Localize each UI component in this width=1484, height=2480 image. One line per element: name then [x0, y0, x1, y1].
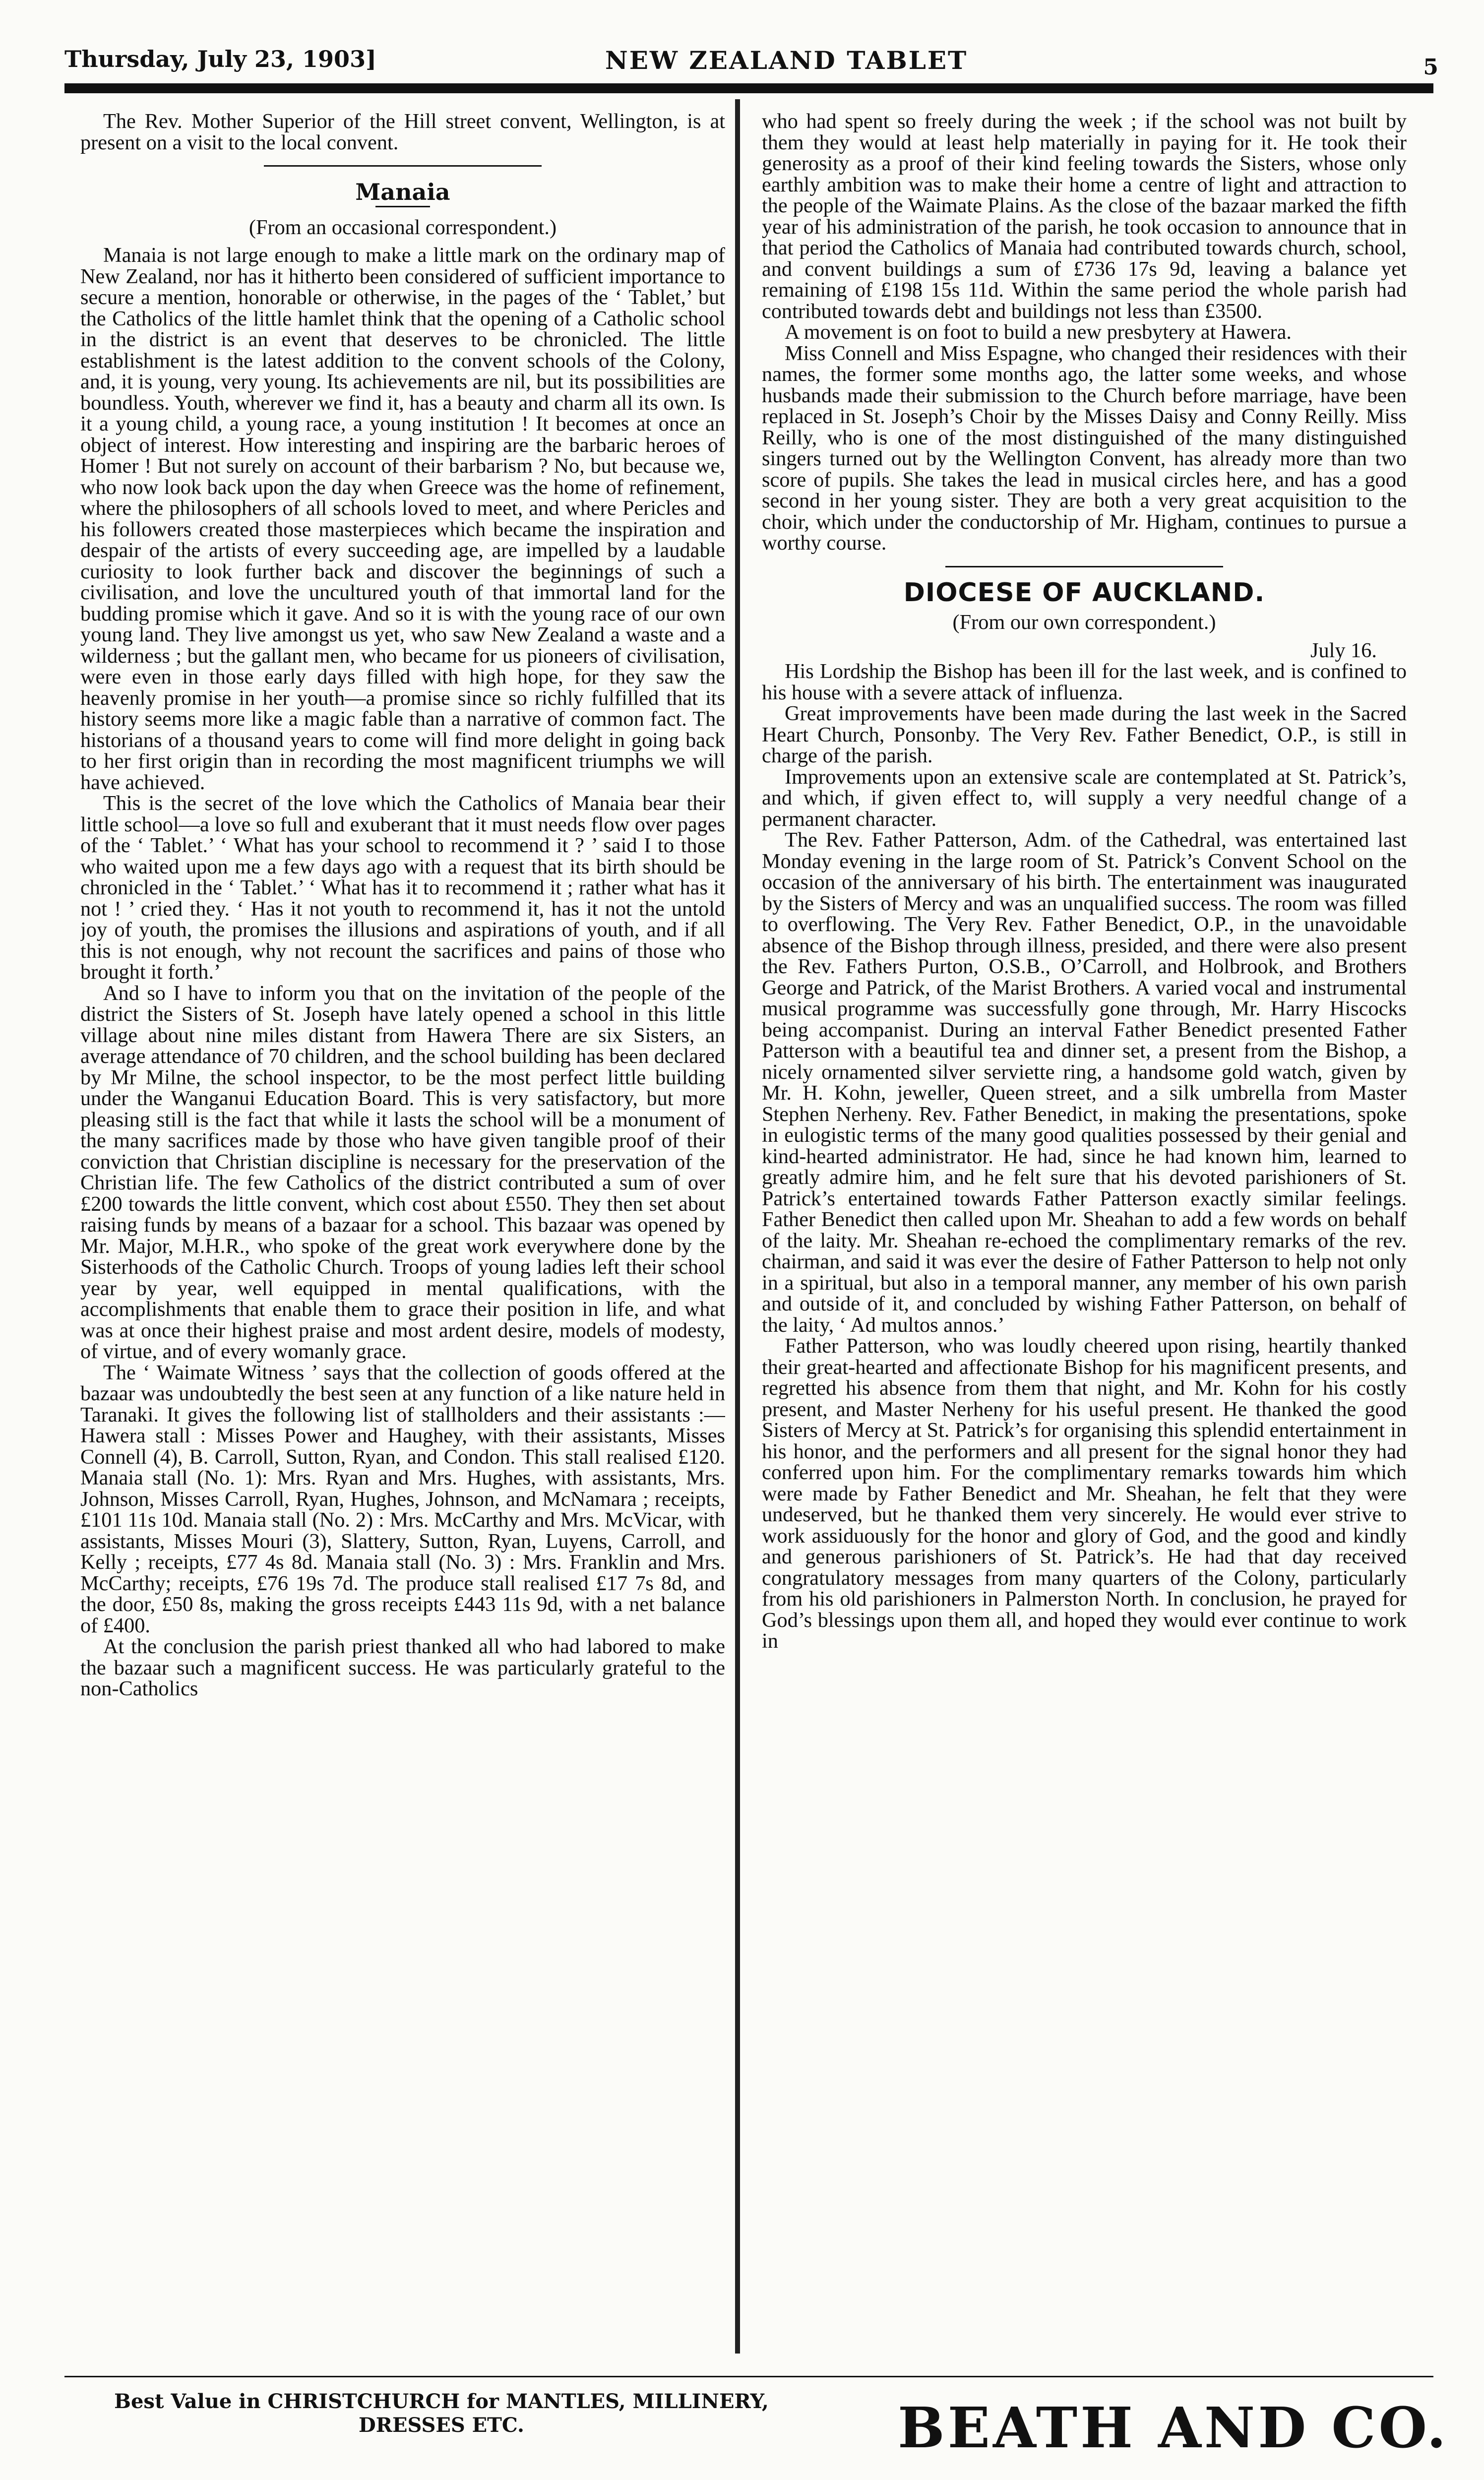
page-number: 5: [1423, 55, 1438, 80]
article-paragraph: A movement is on foot to build a new presbytery at Hawera.: [785, 320, 1292, 344]
manaia-byline: (From an occasional correspondent.): [248, 215, 557, 239]
article-continuation: who had spent so freely during the week ; if the school was not built by them they would at least help materially in paying for it. He took their generosity as a proof of their kind feeling towards the Sisters, whose only earthly ambition was to make their home a centre of light and attraction to the people of the Waimate Plains. As the close of the bazaar marked the fifth year of his administration of the parish, he took occasion to announce that in that period the Catholics of Manaia had contributed towards church, school, and convent buildings a sum of £736 17s 9d, leaving a balance yet remaining of £198 15s 11d. Within the same period the whole parish had contributed towards debt and buildings not less than £3500.: [762, 111, 1407, 323]
issue-date: Thursday, July 23, 1903]: [64, 46, 376, 72]
section-divider: [945, 566, 1223, 567]
auckland-byline: (From our own correspondent.): [952, 611, 1216, 634]
publication-title: NEW ZEALAND TABLET: [605, 46, 968, 75]
dateline: July 16.: [1310, 638, 1377, 662]
footer-advert-left: Best Value in CHRISTCHURCH for MANTLES, MILLINERY, DRESSES ETC.: [114, 2390, 769, 2437]
left-column: [80, 111, 725, 2348]
header-rule: [64, 83, 1433, 93]
article-paragraph: Improvements upon an extensive scale are contemplated at St. Patrick’s, and which, if given effect to, will supply a very needful change of a permanent character.: [762, 765, 1407, 831]
article-paragraph: Great improvements have been made during the last week in the Sacred Heart Church, Ponsonby. The Very Rev. Father Benedict, O.P., is still in charge of the parish.: [762, 702, 1407, 767]
article-paragraph: Manaia is not large enough to make a little mark on the ordinary map of New Zealand, nor has it hitherto been considered of sufficient importance to secure a mention, honorable or otherwise, in the pages of the ‘ Tablet,’ but the Catholics of the little hamlet think that the opening of a Catholic school in the district is an event that deserves to be chronicled. The little establishment is the latest addition to the convent schools of the Colony, and, it is young, very young. Its achievements are nil, but its possibilities are boundless. Youth, wherever we find it, has a beauty and charm all its own. Is it a young child, a young race, a young institution ! It becomes at once an object of interest. How interesting and inspiring are the barbaric heroes of Homer ! But not surely on account of their barbarism ? No, but because we, who now look back upon the day when Greece was the home of refinement, where the philosophers of all schools loved to meet, and where Pericles and his followers created those masterpieces which became the inspiration and despair of the artists of every succeeding age, are impelled by a laudable curiosity to look further back and discover the beginnings of such a civilisation, and love the uncultured youth of that immortal land for the budding promise which it gave. And so it is with the young race of our own young land. They live amongst us yet, who saw New Zealand a waste and a wilderness ; but the gallant men, who became for us pioneers of civilisation, were even in those early days filled with high hope, for they saw the heavenly promise in her youth—a promise since so richly fulfilled that its history seems more like a magic fable than a narrative of common fact. The historians of a thousand years to come will find more delight in going back to her first origin than in recording the most magnificent triumphs we will have achieved.: [80, 244, 725, 794]
article-paragraph: Miss Connell and Miss Espagne, who changed their residences with their names, the former some months ago, the latter some weeks, and whose husbands made their submission to the Church before marriage, have been replaced in St. Joseph’s Choir by the Misses Daisy and Conny Reilly. Miss Reilly, who is one of the most distinguished of the many distinguished singers turned out by the Wellington Convent, has already more than two score of pupils. She takes the lead in musical circles here, and has a good second in her young sister. They are both a very great acquisition to the choir, which under the conductorship of Mr. Higham, continues to pursue a worthy course.: [762, 341, 1407, 555]
auckland-heading: DIOCESE OF AUCKLAND.: [903, 577, 1265, 608]
article-paragraph: Father Patterson, who was loudly cheered upon rising, heartily thanked their great-hearted and affectionate Bishop for his magnificent presents, and regretted his absence from them that night, and Mr. Kohn for his costly present, and Master Nerheny for his useful present. He thanked the good Sisters of Mercy at St. Patrick’s for organising this splendid entertainment in his honor, and the performers and all present for the signal honor they had conferred upon him. For the complimentary remarks towards him which were made by Father Benedict and Mr. Sheahan, he felt that they were undeserved, but he thanked them very sincerely. He would ever strive to work assiduously for the honor and glory of God, and the good and kindly and generous parishioners of St. Patrick’s. He had that day received congratulatory messages from many quarters of the Colony, particularly from his old parishioners in Palmerston North. In conclusion, he prayed for God’s blessings upon them all, and hoped they would ever continue to work in: [762, 1334, 1407, 1653]
article-paragraph: This is the secret of the love which the Catholics of Manaia bear their little school—a love so full and exuberant that it must needs flow over pages of the ‘ Tablet.’ ‘ What has your school to recommend it ? ’ said I to those who waited upon me a few days ago with a request that its birth should be chronicled in the ‘ Tablet.’ ‘ What has it to recommend it ; rather what has it not ! ’ cried they. ‘ Has it not youth to recommend it, has it not the untold joy of youth, the promises the illusions and aspirations of youth, and if all this is not enough, why not recount the sacrifices and pains of those who brought it forth.’: [80, 792, 725, 984]
right-column: [762, 111, 1407, 2348]
article-paragraph: The Rev. Father Patterson, Adm. of the Cathedral, was entertained last Monday evening in the large room of St. Patrick’s Convent School on the occasion of the anniversary of his birth. The entertainment was inaugurated by the Sisters of Mercy and was an unqualified success. The room was filled to overflowing. The Very Rev. Father Benedict, O.P., in the unavoidable absence of the Bishop through illness, presided, and there were also present the Rev. Fathers Purton, O.S.B., O’Carroll, and Holbrook, and Brothers George and Patrick, of the Marist Brothers. A varied vocal and instrumental musical programme was successfully gone through, Mr. Harry Hiscocks being accompanist. During an interval Father Benedict presented Father Patterson with a beautiful tea and dinner set, a present from the Bishop, a nicely ornamented silver serviette ring, a handsome gold watch, given by Mr. H. Kohn, jeweller, Queen street, and a silk umbrella from Master Stephen Nerheny. Rev. Father Benedict, in making the presentations, spoke in eulogistic terms of the many good qualities possessed by their genial and kind-hearted administrator. He had, since he had known him, learned to greatly admire him, and he felt sure that his devoted parishioners of St. Patrick’s entertained towards Father Patterson exactly similar feelings. Father Benedict then called upon Mr. Sheahan to add a few words on behalf of the laity. Mr. Sheahan re-echoed the complimentary remarks of the rev. chairman, and said it was ever the desire of Father Patterson to help not only in a spiritual, but also in a temporal manner, any member of his own parish and outside of it, and concluded by wishing Father Patterson, on behalf of the laity, ‘ Ad multos annos.’: [762, 828, 1407, 1337]
article-paragraph: At the conclusion the parish priest thanked all who had labored to make the bazaar such a magnificent success. He was particularly grateful to the non-Catholics: [80, 1635, 725, 1700]
column-divider: [735, 99, 740, 2354]
section-divider: [264, 165, 542, 167]
footer-advert-right: BEATH AND CO.: [898, 2396, 1449, 2461]
masthead: [64, 46, 1438, 80]
article-paragraph: The ‘ Waimate Witness ’ says that the collection of goods offered at the bazaar was undoubtedly the best seen at any function of a like nature held in Taranaki. It gives the following list of stallholders and their assistants :—Hawera stall : Misses Power and Haughey, with their assistants, Misses Connell (4), B. Carroll, Sutton, Ryan, and Condon. This stall realised £120. Manaia stall (No. 1): Mrs. Ryan and Mrs. Hughes, with assistants, Mrs. Johnson, Misses Carroll, Ryan, Hughes, Johnson, and McNamara ; receipts, £101 11s 10d. Manaia stall (No. 2) : Mrs. McCarthy and Mrs. McVicar, with assistants, Misses Mouri (3), Slattery, Sutton, Ryan, Luyens, Carroll, and Kelly ; receipts, £77 4s 8d. Manaia stall (No. 3) : Mrs. Franklin and Mrs. McCarthy; receipts, £76 19s 7d. The produce stall realised £17 7s 8d, and the door, £50 8s, making the gross receipts £443 11s 9d, with a net balance of £400.: [80, 1361, 725, 1637]
heading-underline: [375, 206, 430, 207]
manaia-heading: Manaia: [355, 179, 450, 205]
article-paragraph: His Lordship the Bishop has been ill for the last week, and is confined to his house with a severe attack of influenza.: [762, 660, 1407, 704]
convent-visit-note: The Rev. Mother Superior of the Hill street convent, Wellington, is at present on a visit to the local convent.: [80, 111, 725, 154]
footer-rule: [64, 2376, 1433, 2377]
article-paragraph: And so I have to inform you that on the invitation of the people of the district the Sisters of St. Joseph have lately opened a school in this little village about nine miles distant from Hawera There are six Sisters, an average attendance of 70 children, and the school building has been declared by Mr Milne, the school inspector, to be the most perfect little building under the Wanganui Education Board. This is very satisfactory, but more pleasing still is the fact that while it lasts the school will be a monument of the many sacrifices made by those who have given tangible proof of their conviction that Christian discipline is necessary for the preservation of the Christian life. The few Catholics of the district contributed a sum of over £200 towards the little convent, which cost about £550. They then set about raising funds by means of a bazaar for a school. This bazaar was opened by Mr. Major, M.H.R., who spoke of the great work everywhere done by the Sisterhoods of the Catholic Church. Troops of young ladies left their school year by year, well equipped in mental qualifications, with the accomplishments that enable them to grace their position in life, and what was at once their highest praise and most ardent desire, models of modesty, of virtue, and of every womanly grace.: [80, 981, 725, 1363]
